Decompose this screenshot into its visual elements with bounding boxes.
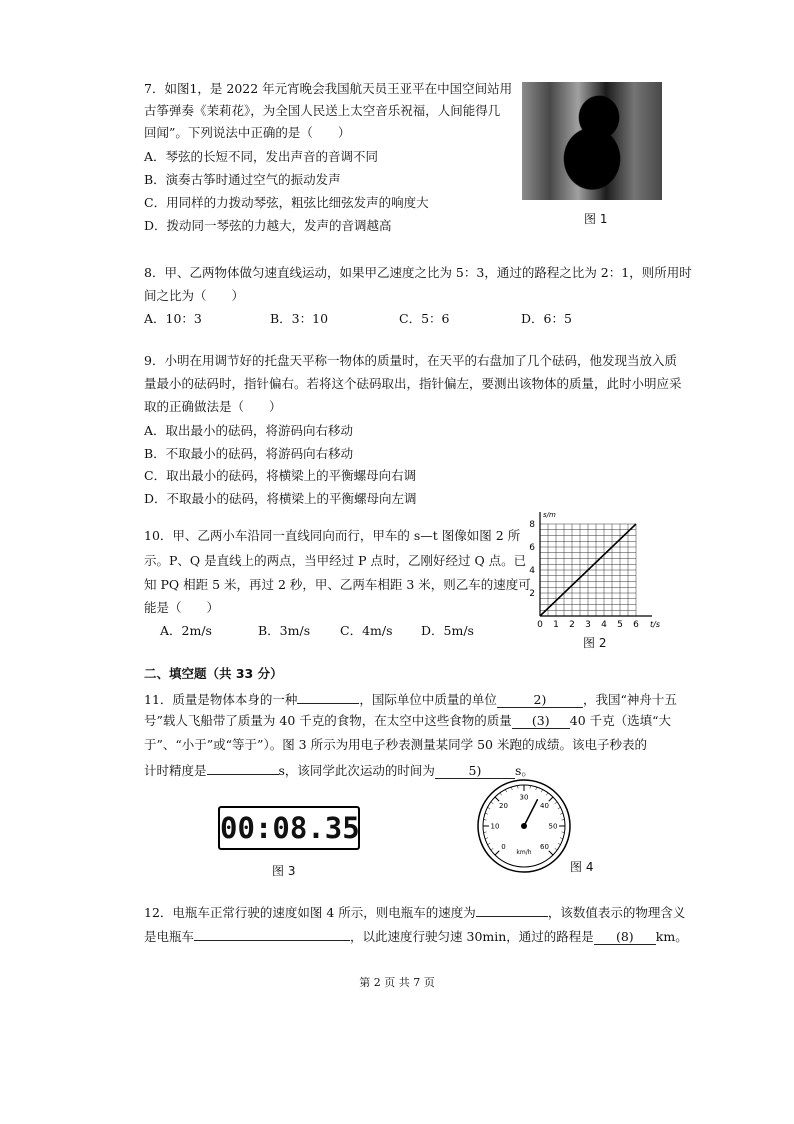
q11-line1 — [144, 689, 677, 709]
q12-blank-1[interactable] — [476, 902, 548, 917]
q9-stem-line3: 取的正确做法是（ ） — [144, 399, 282, 414]
q9-option-b[interactable]: B．不取最小的砝码，将游码向右移动 — [144, 446, 354, 461]
speedometer-tick-label: 30 — [519, 793, 529, 802]
q12-blank-3[interactable]: (8) — [594, 930, 656, 945]
q7-option-b[interactable]: B．演奏古筝时通过空气的振动发声 — [144, 172, 341, 187]
figure2-caption: 图 2 — [583, 636, 607, 650]
q7-option-a[interactable]: A．琴弦的长短不同，发出声音的音调不同 — [144, 149, 379, 164]
q8-option-d[interactable]: D．6：5 — [521, 311, 572, 326]
q11-blank-1[interactable] — [297, 689, 359, 704]
q7-option-c[interactable]: C．用同样的力拨动琴弦，粗弦比细弦发声的响度大 — [144, 195, 429, 210]
q10-stem-line1: 10．甲、乙两小车沿同一直线同向而行，甲车的 s—t 图像如图 2 所 — [144, 528, 521, 543]
y-tick-label: 6 — [529, 543, 535, 553]
stopwatch-display: 00:08.35 — [218, 806, 360, 850]
q7-option-d[interactable]: D．拨动同一琴弦的力越大，发声的音调越高 — [144, 218, 392, 233]
speedometer-tick-label: 10 — [490, 822, 500, 831]
speedometer-tick-label: 0 — [501, 843, 506, 852]
q11-line1-b: ，国际单位中质量的单位 — [359, 692, 497, 707]
q12-blank-2[interactable] — [194, 926, 350, 941]
x-tick-label: 4 — [601, 620, 607, 630]
astronaut-guzheng-photo — [522, 82, 662, 200]
y-tick-label: 2 — [529, 589, 535, 599]
q9-stem-line2: 量最小的砝码时，指针偏右。若将这个砝码取出，指针偏左，要测出该物体的质量，此时小明应采 — [144, 376, 682, 391]
q7-stem-line1: 7．如图1，是 2022 年元宵晚会我国航天员王亚平在中国空间站用 — [144, 81, 513, 96]
q8-stem-line2: 间之比为（ ） — [144, 288, 245, 303]
section-title: 二、填空题（共 33 分） — [144, 666, 283, 681]
q12-line1-a: 12．电瓶车正常行驶的速度如图 4 所示，则电瓶车的速度为 — [144, 905, 476, 920]
y-axis-label: s/m — [543, 511, 556, 519]
x-tick-label: 5 — [617, 620, 623, 630]
q11-blank-3[interactable]: (3) — [512, 714, 570, 729]
x-tick-label: 0 — [537, 620, 543, 630]
speedometer-icon — [476, 778, 572, 874]
q11-blank-4[interactable] — [207, 760, 279, 775]
x-axis-label: t/s — [650, 620, 660, 629]
x-tick-label: 6 — [633, 620, 639, 630]
q12-line2-c: km。 — [655, 929, 688, 944]
q10-stem-line4: 能是（ ） — [144, 600, 220, 615]
q11-line1-c: ，我国“神舟十五 — [582, 692, 677, 707]
q10-option-b[interactable]: B．3m/s — [258, 623, 311, 638]
q9-option-a[interactable]: A．取出最小的砝码，将游码向右移动 — [144, 423, 354, 438]
x-tick-label: 3 — [585, 620, 591, 630]
q12-line2-a: 是电瓶车 — [144, 929, 195, 944]
speedometer-tick-label: 60 — [540, 843, 549, 852]
q9-stem-line1: 9．小明在用调节好的托盘天平称一物体的质量时，在天平的右盘加了几个砝码，他发现当放入质 — [144, 353, 677, 368]
st-graph-labels — [529, 511, 660, 630]
q10-option-c[interactable]: C．4m/s — [340, 623, 393, 638]
figure1-caption: 图 1 — [584, 212, 608, 226]
figure4-caption: 图 4 — [570, 860, 594, 874]
q7-stem-line2: 古筝弹奏《茉莉花》，为全国人民送上太空音乐祝福，人间能得几 — [144, 103, 501, 118]
figure3-caption: 图 3 — [272, 864, 296, 878]
q9-option-d[interactable]: D．不取最小的砝码，将横梁上的平衡螺母向左调 — [144, 491, 417, 506]
x-tick-label: 1 — [553, 620, 559, 630]
q11-line2-b: 40 千克（选填“大 — [569, 713, 672, 728]
q12-line1 — [144, 902, 685, 922]
speedometer-tick-label: 40 — [540, 801, 549, 810]
q12-line2-b: ，以此速度行驶匀速 30min，通过的路程是 — [350, 929, 594, 944]
q11-line3: 于”、“小于”或“等于”）。图 3 所示为用电子秒表测量某同学 50 米跑的成绩。该电子秒表的 — [144, 737, 647, 752]
q8-option-b[interactable]: B．3：10 — [270, 311, 329, 326]
page-footer: 第 2 页 共 7 页 — [359, 976, 435, 989]
q10-stem-line3: 知 PQ 相距 5 米，再过 2 秒，甲、乙两车相距 3 米，则乙车的速度可 — [144, 577, 531, 592]
q9-option-c[interactable]: C．取出最小的砝码，将横梁上的平衡螺母向右调 — [144, 468, 417, 483]
q8-option-a[interactable]: A．10：3 — [144, 311, 202, 326]
speedometer-tick-label: 20 — [499, 801, 508, 810]
y-tick-label: 4 — [529, 566, 535, 576]
speedometer-tick-label: 50 — [548, 822, 558, 831]
q8-stem-line1: 8．甲、乙两物体做匀速直线运动，如果甲乙速度之比为 5：3，通过的路程之比为 2：1，则所用时 — [144, 265, 692, 280]
q12-line2 — [144, 926, 688, 946]
q11-line1-a: 11．质量是物体本身的一种 — [144, 692, 298, 707]
y-tick-label: 8 — [529, 520, 535, 530]
st-graph — [520, 508, 660, 632]
q10-option-d[interactable]: D．5m/s — [421, 623, 474, 638]
q11-blank-2[interactable]: 2) — [497, 693, 583, 708]
q8-option-c[interactable]: C．5：6 — [399, 311, 450, 326]
q12-line1-b: ，该数值表示的物理含义 — [547, 905, 686, 920]
speedometer-unit: km/h — [516, 849, 532, 856]
speedometer-hub — [521, 823, 527, 829]
x-tick-label: 2 — [569, 620, 575, 630]
q11-line2-a: 号”载人飞船带了质量为 40 千克的食物，在太空中这些食物的质量 — [144, 713, 512, 728]
q11-line4-b: s，该同学此次运动的时间为 — [278, 763, 435, 778]
q11-line4 — [144, 760, 534, 780]
q11-line2 — [144, 712, 671, 730]
q10-option-a[interactable]: A．2m/s — [160, 623, 212, 638]
q7-stem-line3: 回闻”。下列说法中正确的是（ ） — [144, 125, 351, 140]
q11-line4-a: 计时精度是 — [144, 763, 207, 778]
q11-line4-c: s。 — [514, 763, 534, 778]
q10-stem-line2: 示。P、Q 是直线上的两点，当甲经过 P 点时，乙刚好经过 Q 点。已 — [144, 553, 527, 568]
q11-blank-5[interactable]: 5) — [435, 764, 515, 779]
